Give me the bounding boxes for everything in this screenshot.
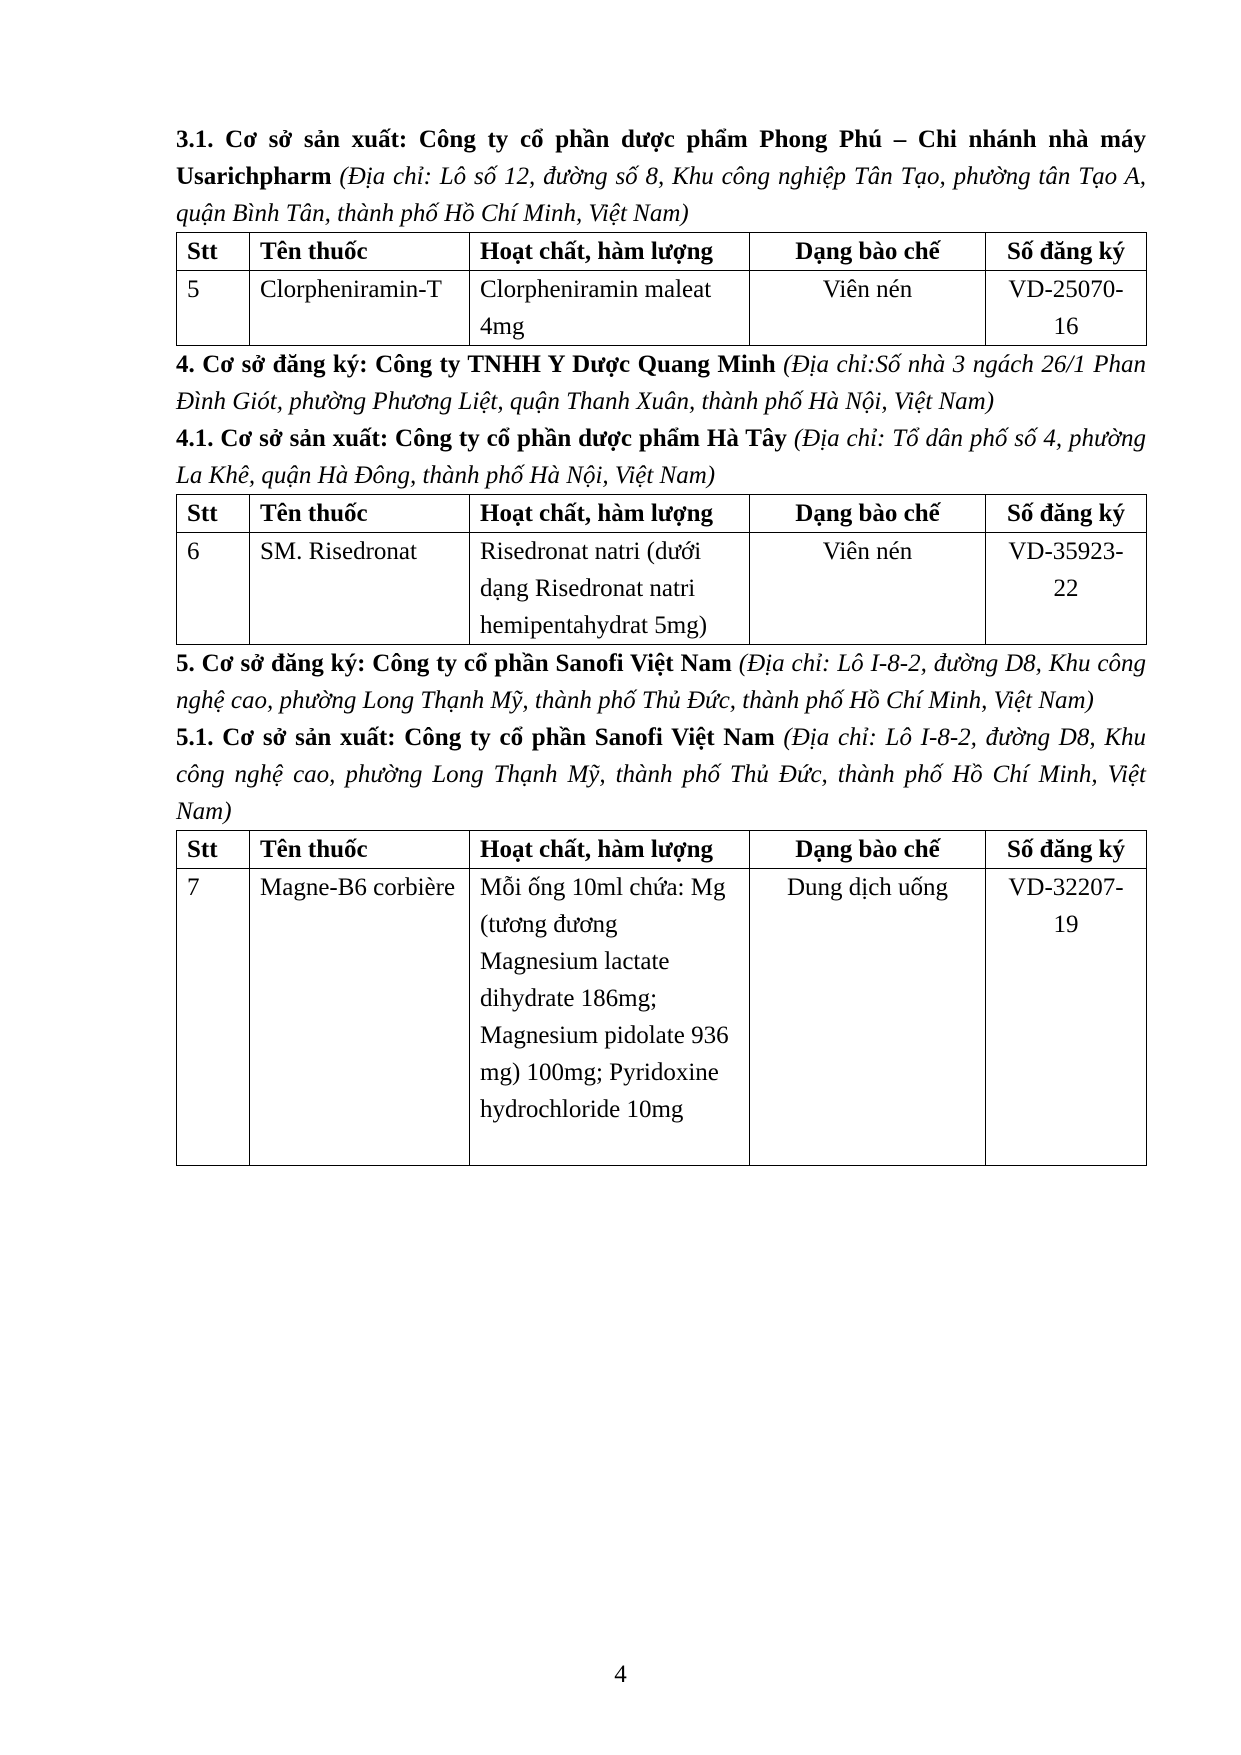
section-5-1-address: (Địa chỉ: Lô I-8-2, đường D8, Khu công nghệ cao, phường Long Thạnh Mỹ, thành phố Thủ Đức, thành phố Hồ Chí Minh, Việt Nam) [176,724,1147,825]
header-reg: Số đăng ký [986,233,1147,271]
cell-form: Viên nén [750,271,986,346]
section-5-address: (Địa chỉ: Lô I-8-2, đường D8, Khu công nghệ cao, phường Long Thạnh Mỹ, thành phố Thủ Đức, thành phố Hồ Chí Minh, Việt Nam) [176,650,1147,714]
header-active: Hoạt chất, hàm lượng [470,233,750,271]
section-5-1-heading: 5.1. Cơ sở sản xuất: Công ty cổ phần Sanofi Việt Nam [176,724,775,751]
drug-table-3 [176,830,1147,1166]
cell-active: Mỗi ống 10ml chứa: Mg (tương đương Magnesium lactate dihydrate 186mg; Magnesium pidolate 936 mg) 100mg; Pyridoxine hydrochloride 10mg [470,869,750,1166]
drug-table-2 [176,494,1147,645]
cell-active: Risedronat natri (dưới dạng Risedronat natri hemipentahydrat 5mg) [470,533,750,645]
header-active: Hoạt chất, hàm lượng [470,831,750,869]
header-stt: Stt [177,831,250,869]
drug-table-1 [176,232,1147,346]
section-3-1-address: (Địa chỉ: Lô số 12, đường số 8, Khu công nghiệp Tân Tạo, phường tân Tạo A, quận Bình Tân, thành phố Hồ Chí Minh, Việt Nam) [176,163,1146,227]
header-form: Dạng bào chế [750,233,986,271]
header-reg: Số đăng ký [986,495,1147,533]
section-4-1-address: (Địa chỉ: Tổ dân phố số 4, phường La Khê, quận Hà Đông, thành phố Hà Nội, Việt Nam) [176,425,1147,489]
cell-name: SM. Risedronat [250,533,470,645]
section-4 [176,346,1146,420]
header-stt: Stt [177,495,250,533]
section-4-1 [176,420,1146,494]
section-4-address: (Địa chỉ:Số nhà 3 ngách 26/1 Phan Đình Giót, phường Phương Liệt, quận Thanh Xuân, thành phố Hà Nội, Việt Nam) [176,351,1147,415]
cell-active: Clorpheniramin maleat 4mg [470,271,750,346]
table-row [177,533,1147,645]
header-active: Hoạt chất, hàm lượng [470,495,750,533]
header-form: Dạng bào chế [750,831,986,869]
cell-reg: VD-32207-19 [986,869,1147,1166]
cell-stt: 6 [177,533,250,645]
header-name: Tên thuốc [250,495,470,533]
table-header-row [177,495,1147,533]
header-form: Dạng bào chế [750,495,986,533]
section-4-1-heading: 4.1. Cơ sở sản xuất: Công ty cổ phần dược phẩm Hà Tây [176,425,787,452]
page-content [176,121,1146,1166]
cell-stt: 5 [177,271,250,346]
header-name: Tên thuốc [250,233,470,271]
cell-name: Clorpheniramin-T [250,271,470,346]
section-5-heading: 5. Cơ sở đăng ký: Công ty cổ phần Sanofi Việt Nam [176,650,732,677]
section-3-1 [176,121,1146,232]
cell-form: Dung dịch uống [750,869,986,1166]
section-3-1-heading: 3.1. Cơ sở sản xuất: Công ty cổ phần dược phẩm Phong Phú – Chi nhánh nhà máy Usarichpharm [176,126,1146,190]
cell-name: Magne-B6 corbière [250,869,470,1166]
section-4-heading: 4. Cơ sở đăng ký: Công ty TNHH Y Dược Quang Minh [176,351,776,378]
header-reg: Số đăng ký [986,831,1147,869]
section-5-1 [176,719,1146,830]
page-number: 4 [614,1661,627,1688]
cell-stt: 7 [177,869,250,1166]
table-row [177,869,1147,1166]
table-row [177,271,1147,346]
table-header-row [177,233,1147,271]
cell-reg: VD-25070-16 [986,271,1147,346]
section-5 [176,645,1146,719]
header-name: Tên thuốc [250,831,470,869]
cell-form: Viên nén [750,533,986,645]
cell-reg: VD-35923-22 [986,533,1147,645]
header-stt: Stt [177,233,250,271]
table-header-row [177,831,1147,869]
